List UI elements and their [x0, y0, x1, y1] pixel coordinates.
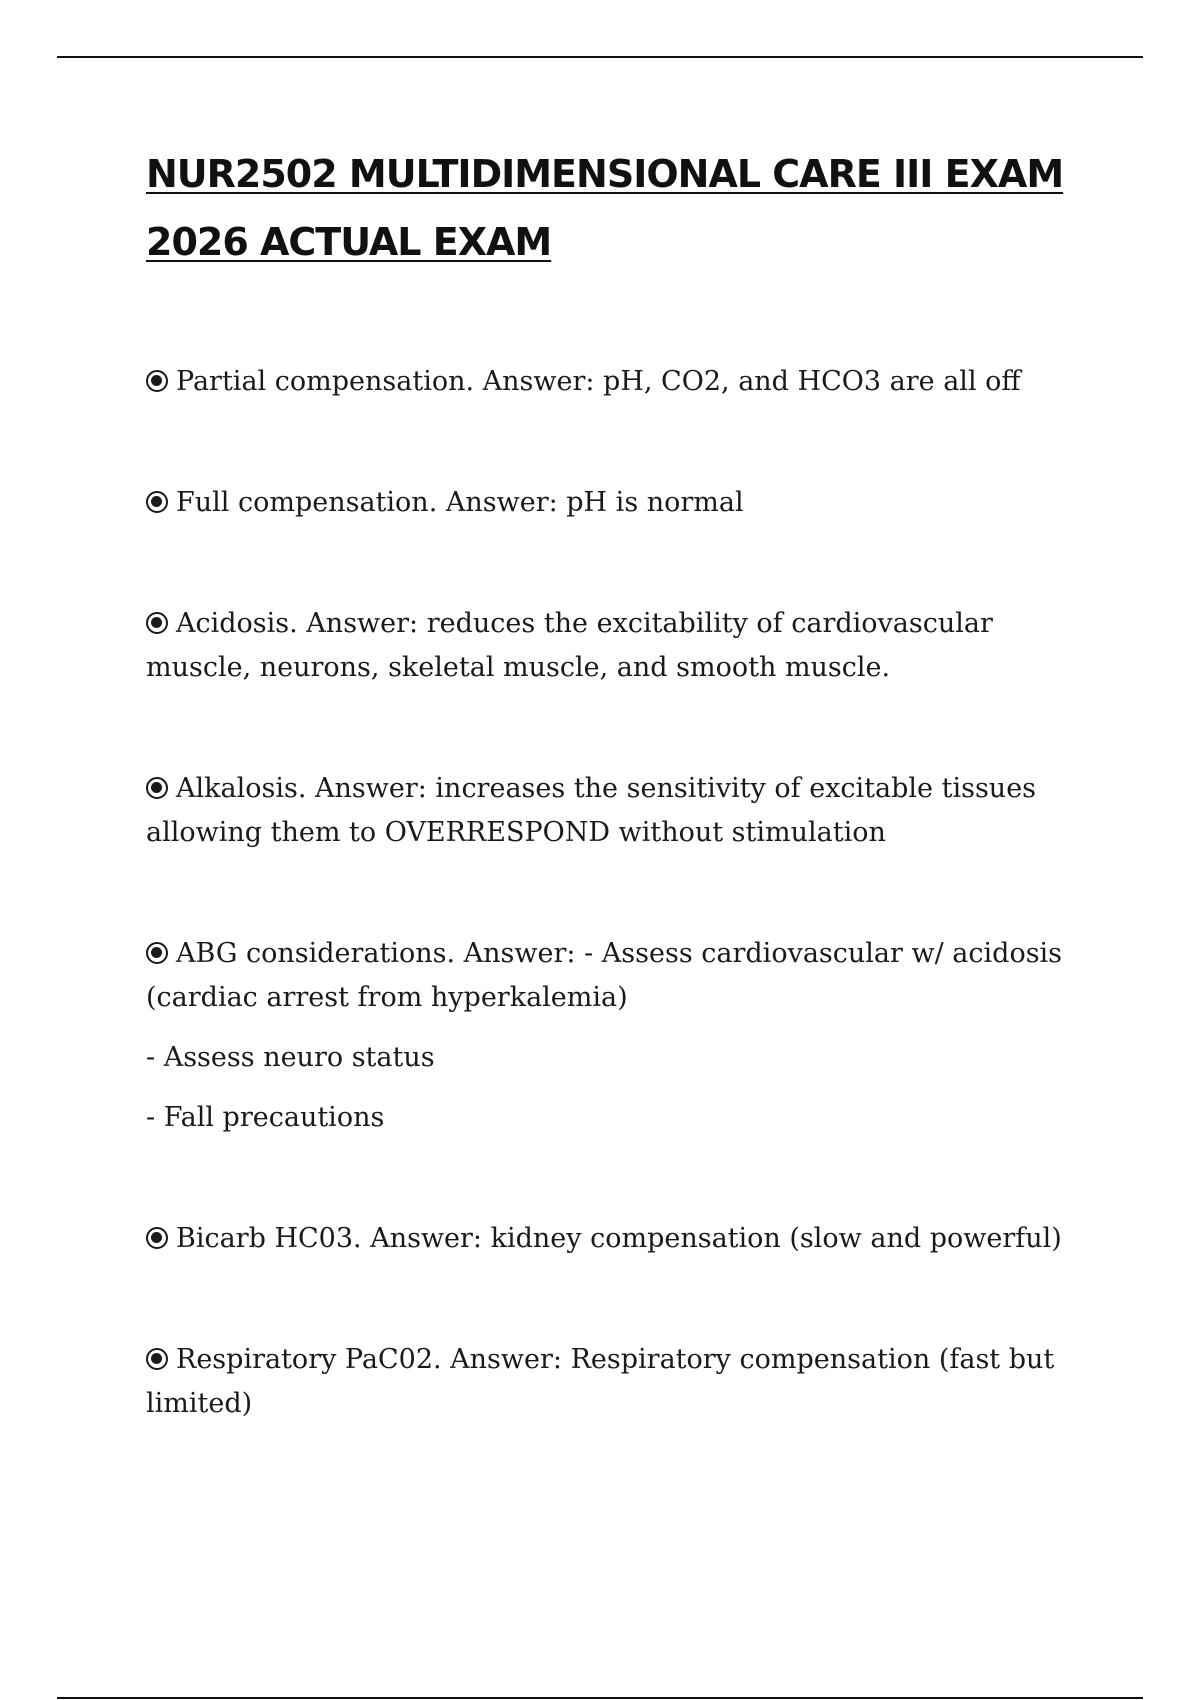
qa-item — [146, 1217, 1086, 1261]
radio-bullet-icon — [146, 777, 168, 799]
bottom-divider — [57, 1697, 1143, 1699]
qa-list — [146, 360, 1086, 1426]
qa-item — [146, 481, 1086, 525]
qa-sub-line: - Assess neuro status — [146, 1042, 435, 1073]
qa-item — [146, 932, 1086, 1140]
qa-text: Respiratory PaC02. Answer: Respiratory compensation (fast but limited) — [146, 1344, 1055, 1419]
qa-text: Partial compensation. Answer: pH, CO2, and HCO3 are all off — [176, 366, 1021, 397]
qa-text: Acidosis. Answer: reduces the excitability of cardiovascular muscle, neurons, skeletal muscle, and smooth muscle. — [146, 608, 993, 683]
qa-item — [146, 360, 1086, 404]
radio-bullet-icon — [146, 491, 168, 513]
top-divider — [57, 56, 1143, 58]
document-body — [146, 140, 1086, 1503]
qa-sub-line: - Fall precautions — [146, 1102, 385, 1133]
document-title: NUR2502 MULTIDIMENSIONAL CARE III EXAM 2026 ACTUAL EXAM — [146, 152, 1064, 264]
qa-item — [146, 602, 1086, 690]
qa-text: Bicarb HC03. Answer: kidney compensation (slow and powerful) — [176, 1223, 1062, 1254]
radio-bullet-icon — [146, 1348, 168, 1370]
qa-item — [146, 1338, 1086, 1426]
qa-item — [146, 767, 1086, 855]
qa-text: Alkalosis. Answer: increases the sensitivity of excitable tissues allowing them to OVERRESPOND without stimulation — [146, 773, 1037, 848]
radio-bullet-icon — [146, 942, 168, 964]
radio-bullet-icon — [146, 612, 168, 634]
qa-text: ABG considerations. Answer: - Assess cardiovascular w/ acidosis (cardiac arrest from hyperkalemia) — [146, 938, 1063, 1013]
qa-text: Full compensation. Answer: pH is normal — [176, 487, 744, 518]
radio-bullet-icon — [146, 1227, 168, 1249]
radio-bullet-icon — [146, 370, 168, 392]
